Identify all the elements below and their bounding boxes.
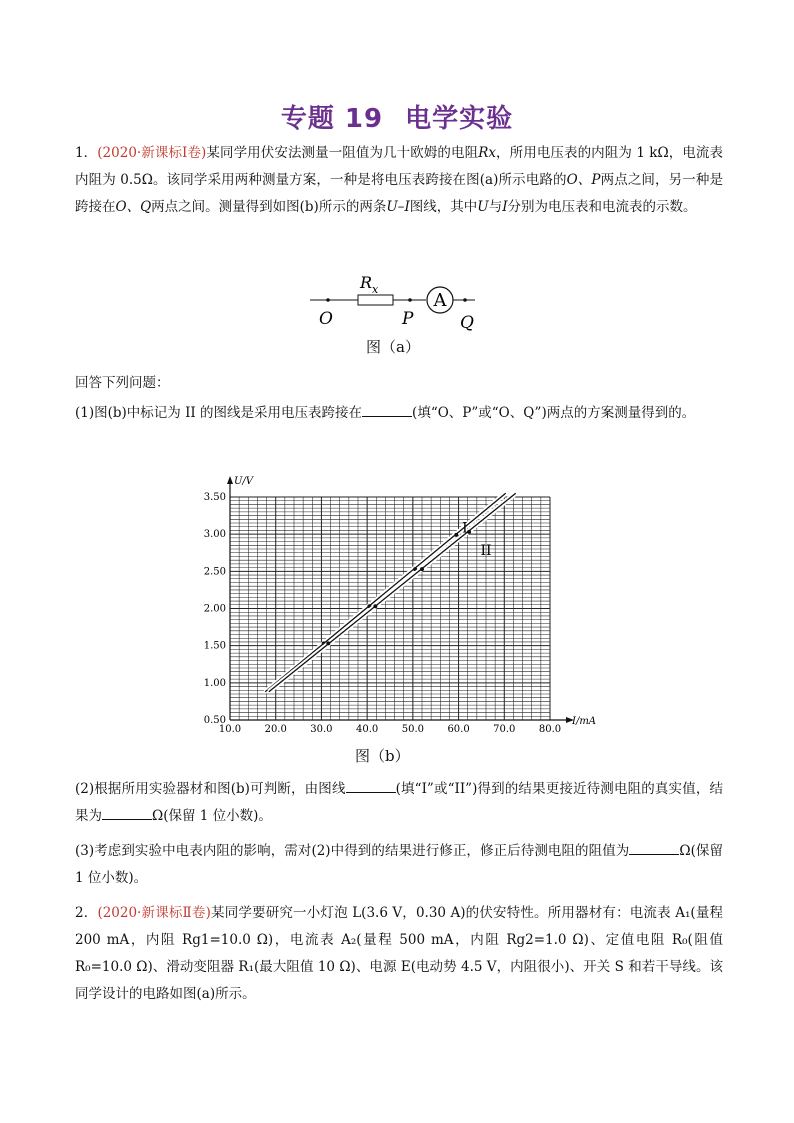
q2-text [75,900,723,1008]
node-q-label: Q [460,313,474,333]
y-tick-label: 0.50 [203,715,226,726]
title-main: 专题 19 [280,104,384,134]
y-tick-label: 1.50 [203,640,226,652]
x-tick-label: 80.0 [538,724,562,735]
node-p-dot [408,298,412,302]
node-o-dot [326,298,330,302]
chart-caption: 图（b） [355,747,410,765]
q1-part1 [75,400,723,427]
y-axis-label: U/V [234,476,254,487]
x-tick-label: 50.0 [401,724,424,735]
ui-symbol: U–I [386,199,410,215]
part1-text-a: (1)图(b)中标记为 II 的图线是采用电压表跨接在 [75,405,363,421]
page-title [0,98,794,135]
q1-part3 [75,838,723,892]
y-tick-label: 3.00 [203,529,226,541]
part2-blank-value[interactable] [102,805,152,820]
x-axis-label: I/mA [572,716,597,727]
x-tick-label: 60.0 [447,724,470,735]
series-label-I: I [462,520,468,537]
part3-blank[interactable] [629,840,679,855]
q1-number: 1． [75,145,98,161]
part1-blank[interactable] [362,402,412,417]
q1-text-b: ，所用电压表的内阻为 1 kΩ，电流表内阻为 0.5Ω。该同学采用两种测量方案，一种是将电压表跨接在图(a)所示电路的 [75,145,724,188]
node-p-label: P [402,309,414,329]
x-tick-label: 70.0 [493,724,516,735]
oq-nodes: O、Q [115,199,152,215]
x-tick-label: 30.0 [310,724,333,735]
part1-text-b: (填“O、P”或“O、Q”)两点的方案测量得到的。 [412,405,696,421]
q1-text-g: 分别为电压表和电流表的示数。 [507,199,697,215]
title-sub: 电学实验 [405,104,514,134]
circuit-caption: 图（a） [366,338,420,356]
u-symbol: U [477,199,489,215]
q2-number: 2． [75,905,98,921]
q2-body: 某同学要研究一小灯泡 L(3.6 V，0.30 A)的伏安特性。所用器材有：电流表 A₁(量程 200 mA，内阻 Rg1=10.0 Ω)，电流表 A₂(量程 500 mA，内阻 Rg2=1.0 Ω)、定值电阻 R₀(阻值 R₀=10.0 Ω)、滑动变阻器 R₁(最大阻值 10 Ω)、电源 E(电动势 4.5 V，内阻很小)、开关 S 和若干导线。该同学设计的电路如图(a)所示。 [75,905,724,1002]
q1-source: (2020·新课标Ⅰ卷) [97,145,207,161]
node-o-label: O [319,309,333,329]
ui-chart [195,472,605,740]
q1-text-e: 图线，其中 [409,199,478,215]
answer-prompt: 回答下列问题： [75,375,170,391]
op-nodes: O、P [566,172,601,188]
resistor-label: $R_x$ [360,273,379,296]
data-point [326,641,330,645]
q1-part2 [75,776,723,830]
q1-text-d: 两点之间。测量得到如图(b)所示的两条 [151,199,387,215]
q2-source: (2020·新课标Ⅱ卷) [97,905,211,921]
x-tick-label: 10.0 [218,724,242,735]
part3-text-a: (3)考虑到实验中电表内阻的影响，需对(2)中得到的结果进行修正，修正后待测电阻的阻值为 [75,843,630,859]
resistor [358,295,393,305]
node-q-dot [463,298,467,302]
circuit-diagram [300,268,490,338]
q1-text [75,140,723,221]
ammeter-label: A [433,290,447,311]
data-point [454,533,458,537]
series-label-II: II [480,542,492,559]
q1-text-a: 某同学用伏安法测量一阻值为几十欧姆的电阻 [206,145,479,161]
i-symbol: I [502,199,508,215]
x-tick-label: 20.0 [264,724,287,735]
y-axis-arrow [227,476,233,484]
part2-text-b: (填“I”或“II”)得到的结果更接近待测电阻的真实值，结果为 [75,781,723,824]
q1-text-c: 两点之间，另一种是跨接在 [75,172,724,215]
y-tick-label: 2.00 [203,603,226,615]
y-tick-label: 2.50 [203,566,226,578]
q1-text-f: 与 [488,199,503,215]
y-tick-label: 1.00 [203,677,226,689]
rx-symbol: Rx [478,145,496,161]
part2-text-c: Ω(保留 1 位小数)。 [152,808,272,824]
part2-text-a: (2)根据所用实验器材和图(b)可判断，由图线 [75,781,346,797]
part2-blank-line[interactable] [346,778,396,793]
part3-text-b: Ω(保留 1 位小数)。 [75,843,723,886]
data-point [420,567,424,571]
x-tick-label: 40.0 [356,724,379,735]
y-tick-label: 3.50 [203,492,226,503]
data-point [373,604,377,608]
